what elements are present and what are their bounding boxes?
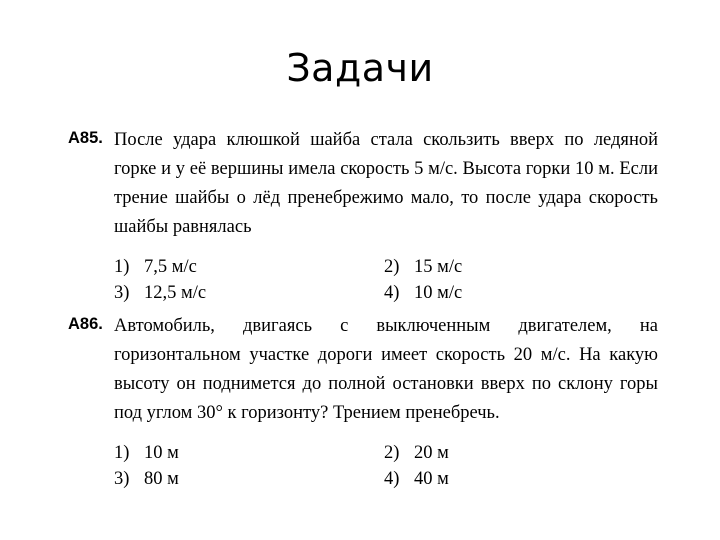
answer-option <box>114 254 384 280</box>
answer-value: 15 м/с <box>414 257 463 277</box>
answer-value: 10 м <box>144 443 179 463</box>
problem-number: А85. <box>68 129 103 147</box>
answer-number: 4) <box>384 469 400 489</box>
answer-value: 10 м/с <box>414 283 463 303</box>
answer-number: 3) <box>114 469 130 489</box>
answer-option <box>114 466 384 492</box>
answer-options <box>114 440 658 492</box>
problem-a86 <box>68 312 658 492</box>
answer-options <box>114 254 658 306</box>
problem-a85 <box>68 126 658 306</box>
answer-number: 2) <box>384 257 400 277</box>
answer-option <box>384 440 584 466</box>
answer-number: 3) <box>114 283 130 303</box>
problem-text: После удара клюшкой шайба стала скользить вверх по ледяной горке и у её вершины имела скорость 5 м/с. Высота горки 10 м. Если трение шайбы о лёд пренебрежимо мало, то после удара скорость шайбы равнялась <box>114 130 658 237</box>
answer-number: 1) <box>114 257 130 277</box>
answer-value: 7,5 м/с <box>144 257 197 277</box>
answer-option <box>114 440 384 466</box>
answer-value: 40 м <box>414 469 449 489</box>
answer-value: 20 м <box>414 443 449 463</box>
problem-number: А86. <box>68 315 103 333</box>
answer-number: 2) <box>384 443 400 463</box>
answer-option <box>384 254 584 280</box>
answer-value: 80 м <box>144 469 179 489</box>
answer-value: 12,5 м/с <box>144 283 207 303</box>
answer-option <box>114 280 384 306</box>
answer-number: 4) <box>384 283 400 303</box>
answer-option <box>384 280 584 306</box>
problem-text: Автомобиль, двигаясь с выключенным двигателем, на горизонтальном участке дороги имеет скорость 20 м/с. На какую высоту он поднимется до полной остановки вверх по склону горы под углом 30° к горизонту? Трением пренебречь. <box>114 316 658 423</box>
page-title: Задачи <box>286 46 434 90</box>
answer-option <box>384 466 584 492</box>
answer-number: 1) <box>114 443 130 463</box>
